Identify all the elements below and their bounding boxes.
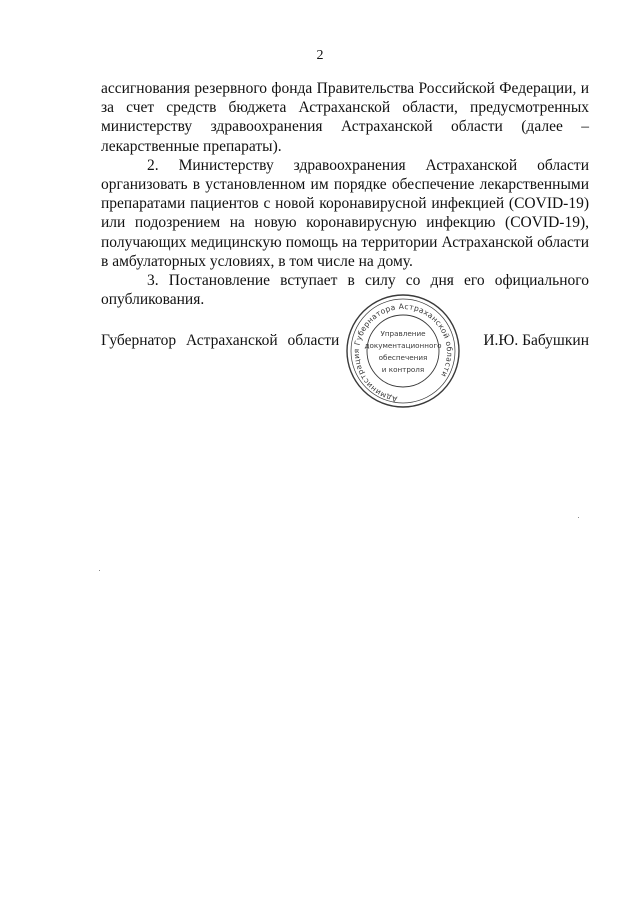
signatory-name: И.Ю. Бабушкин — [483, 332, 589, 349]
seal-line-1: Управление — [380, 329, 426, 338]
paragraph-continuation: ассигнования резервного фонда Правительства Российской Федерации, и за счет средств бюджета Астраханской области, предусмотренных министерству здравоохранения Астраханской области (далее – лекарственные препараты). — [101, 80, 589, 155]
seal-line-3: обеспечения — [378, 353, 428, 362]
paragraph-item-3: 3. Постановление вступает в силу со дня его официального опубликования. — [101, 272, 589, 309]
scan-speck — [578, 517, 579, 518]
official-stamp-seal — [341, 293, 465, 409]
signatory-title: Губернатор Астраханской области — [101, 332, 340, 349]
seal-line-4: и контроля — [381, 365, 425, 374]
seal-ring-text: Администрация Губернатора Астраханской области — [351, 301, 455, 404]
scan-speck — [99, 570, 100, 571]
document-body — [101, 79, 589, 309]
page-number: 2 — [316, 48, 324, 63]
paragraph-item-2: 2. Министерству здравоохранения Астраханской области организовать в установленном им порядке обеспечение лекарственными препаратами пациентов с новой коронавирусной инфекцией (COVID-19) или подозрением на новую коронавирусную инфекцию (COVID-19), получающих медицинскую помощь на территории Астраханской области в амбулаторных условиях, в том числе на дому. — [101, 156, 589, 270]
seal-line-2: документационного — [364, 341, 442, 350]
